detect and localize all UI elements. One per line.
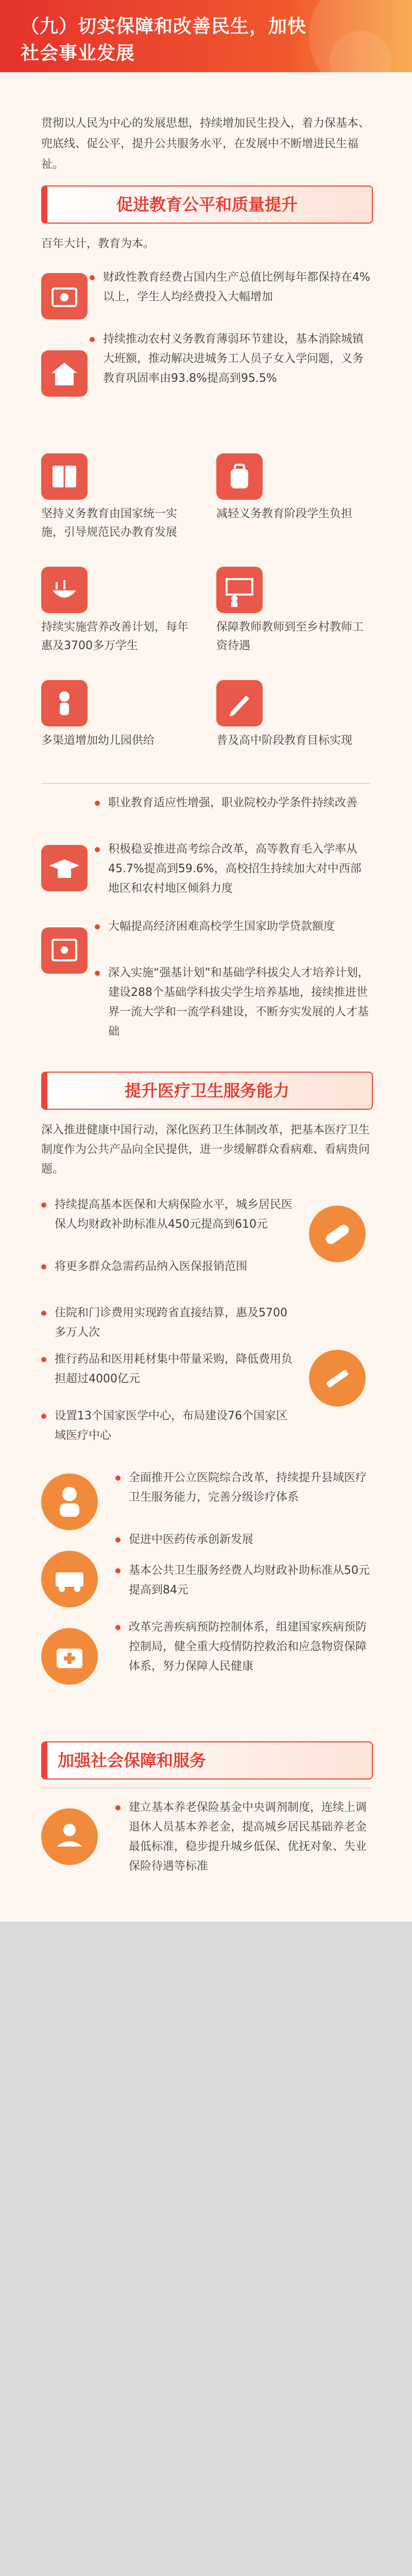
doctor-icon: [41, 1473, 98, 1530]
blank-area: [0, 1922, 412, 2576]
section-title: 加强社会保障和服务: [58, 1751, 207, 1770]
list-item: 促进中医药传承创新发展: [129, 1530, 371, 1550]
section-banner-social: [41, 1741, 373, 1780]
pencil-icon: [216, 680, 263, 726]
list-item: 推行药品和医用耗材集中带量采购，降低费用负担超过4000亿元: [55, 1350, 297, 1389]
graduate-icon: [41, 845, 88, 891]
list-item: 基本公共卫生服务经费人均财政补助标准从50元提高到84元: [129, 1561, 371, 1600]
list-item: 积极稳妥推进高考综合改革，高等教育毛入学率从45.7%提高到59.6%，高校招生持续加大对中西部地区和农村地区倾斜力度: [108, 840, 371, 899]
ambulance-icon: [41, 1551, 98, 1607]
bullet-dot: [41, 1357, 46, 1362]
list-item: 建立基本养老保险基金中央调剂制度，连续上调退休人员基本养老金，提高城乡居民基础养老金最低标准，稳步提升城乡低保、优抚对象、失业保险待遇等标准: [129, 1798, 371, 1876]
section-title: 促进教育公平和质量提升: [116, 195, 298, 214]
list-item: 将更多群众急需药品纳入医保报销范围: [55, 1257, 297, 1277]
page-title: （九）切实保障和改善民生，加快社会事业发展: [21, 16, 307, 64]
bullet-dot: [115, 1568, 121, 1573]
intro-paragraph: 贯彻以人民为中心的发展思想，持续增加民生投入，着力保基本、兜底线、促公平，提升公共服务水平，在发展中不断增进民生福祉。: [41, 117, 370, 171]
meal-icon: [41, 567, 88, 613]
family-care-icon: [41, 1808, 98, 1865]
section-lead: 深入推进健康中国行动，深化医药卫生体制改革，把基本医疗卫生制度作为公共产品向全民提供，进一步缓解群众看病难、看病贵问题。: [41, 1124, 370, 1176]
medical-bag-icon: [41, 1628, 98, 1685]
bullet-dot: [95, 924, 100, 929]
book-icon: [41, 453, 88, 500]
list-item: 全面推开公立医院综合改革，持续提升县域医疗卫生服务能力，完善分级诊疗体系: [129, 1468, 371, 1507]
bullet-dot: [41, 1264, 46, 1269]
grid-item: 持续实施营养改善计划，每年惠及3700多万学生: [41, 621, 189, 652]
child-icon: [41, 680, 88, 726]
bullet-dot: [95, 801, 100, 806]
list-item: 持续推动农村义务教育薄弱环节建设，基本消除城镇大班额，推动解决进城务工人员子女入学问题，义务教育巩固率由93.8%提高到95.5%: [103, 330, 371, 388]
list-item: 改革完善疾病预防控制体系，组建国家疾病预防控制局，健全重大疫情防控救治和应急物资保障体系，努力保障人民健康: [129, 1618, 371, 1676]
header-banner: [0, 0, 412, 72]
divider: [41, 783, 371, 784]
grid-item: 减轻义务教育阶段学生负担: [216, 507, 353, 520]
bullet-dot: [95, 971, 100, 976]
funding-icon: [41, 273, 88, 319]
syringe-icon: [309, 1350, 366, 1406]
backpack-icon: [216, 453, 263, 500]
section-banner-education: [41, 185, 373, 224]
list-item: 财政性教育经费占国内生产总值比例每年都保持在4%以上，学生人均经费投入大幅增加: [103, 268, 371, 307]
certificate-icon: [41, 927, 88, 974]
pill-icon: [309, 1206, 366, 1262]
section-title: 提升医疗卫生服务能力: [124, 1081, 289, 1100]
bullet-dot: [115, 1537, 121, 1543]
bullet-dot: [90, 337, 95, 342]
grid-item: 保障教师教师到至乡村教师工资待遇: [216, 621, 364, 652]
list-item: 深入实施“强基计划”和基础学科拔尖人才培养计划，建设288个基础学科拔尖学生培养基地，接续推进世界一流大学和一流学科建设，不断夯实发展的人才基础: [108, 963, 371, 1042]
bullet-dot: [115, 1805, 121, 1810]
list-item: 住院和门诊费用实现跨省直接结算，惠及5700多万人次: [55, 1303, 297, 1343]
section-banner-health: [41, 1072, 373, 1110]
list-item: 持续提高基本医保和大病保险水平，城乡居民医保人均财政补助标准从450元提高到610元: [55, 1195, 297, 1234]
bullet-dot: [41, 1311, 46, 1316]
grid-item: 普及高中阶段教育目标实现: [216, 734, 353, 747]
bullet-dot: [115, 1625, 121, 1630]
bullet-dot: [95, 847, 100, 852]
grid-item: 多渠道增加幼儿园供给: [41, 734, 155, 747]
school-icon: [41, 350, 88, 397]
bullet-dot: [41, 1202, 46, 1208]
banner-accent-bar: [42, 1742, 47, 1778]
teacher-icon: [216, 567, 263, 613]
grid-item: 坚持义务教育由国家统一实施，引导规范民办教育发展: [41, 507, 178, 539]
bullet-dot: [41, 1414, 46, 1419]
list-item: 职业教育适应性增强，职业院校办学条件持续改善: [108, 793, 371, 813]
section-lead: 百年大计，教育为本。: [41, 238, 155, 250]
list-item: 大幅提高经济困难高校学生国家助学贷款额度: [108, 917, 371, 937]
bullet-dot: [90, 275, 95, 280]
list-item: 设置13个国家医学中心，布局建设76个国家区域医疗中心: [55, 1406, 297, 1446]
bullet-dot: [115, 1476, 121, 1481]
